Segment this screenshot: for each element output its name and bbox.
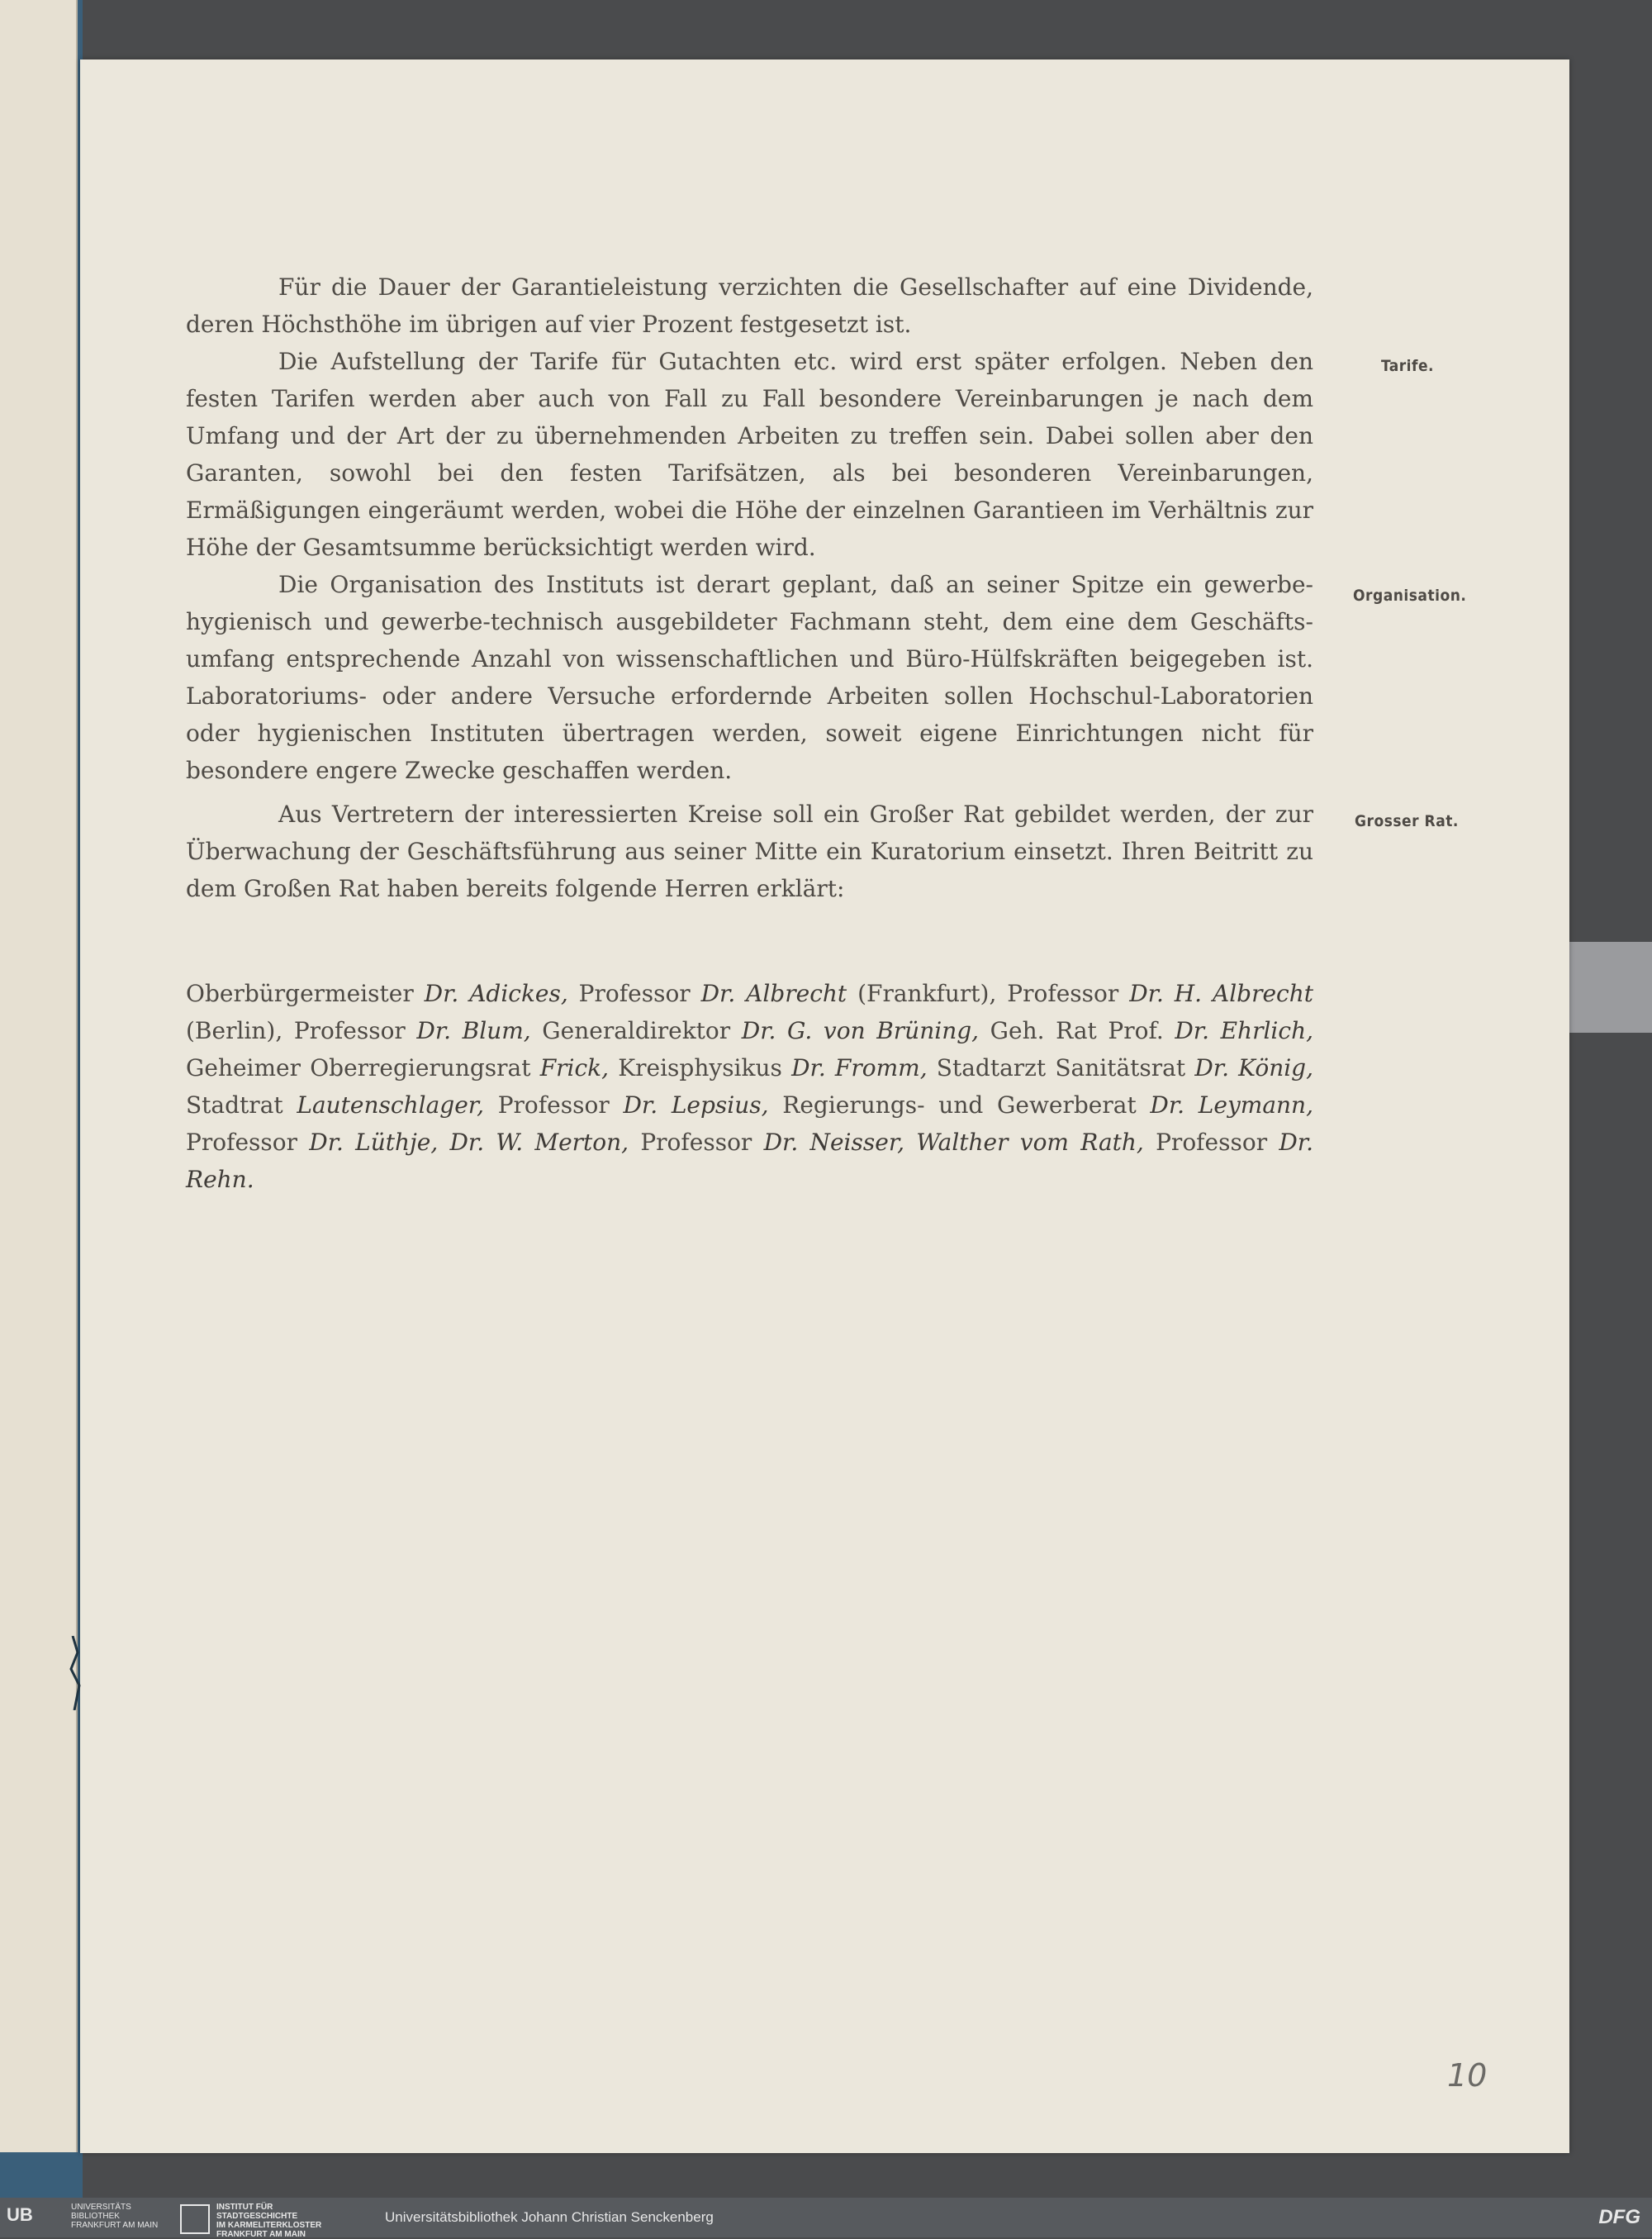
member-name: Dr. Leymann, — [1150, 1091, 1313, 1119]
ub-text-line: UNIVERSITÄTS — [71, 2203, 131, 2212]
member-name: Dr. Adickes, — [424, 980, 568, 1007]
isg-text-line: STADTGESCHICHTE — [216, 2212, 298, 2221]
member-title: (Berlin), Professor — [186, 1017, 417, 1044]
margin-note-organisation: Organisation. — [1353, 587, 1467, 605]
member-name: Dr. H. Albrecht — [1129, 980, 1313, 1007]
ub-logo-text — [71, 2203, 158, 2230]
margin-note-grosser-rat: Grosser Rat. — [1355, 812, 1459, 830]
isg-text-line: IM KARMELITERKLOSTER — [216, 2221, 322, 2230]
isg-text-line: INSTITUT FÜR — [216, 2203, 273, 2212]
member-title: Professor — [483, 1091, 624, 1119]
member-title: Generaldirektor — [530, 1017, 742, 1044]
member-name: Frick, — [539, 1054, 610, 1081]
previous-page-edge — [0, 0, 78, 2152]
member-title: Oberbürgermeister — [186, 980, 425, 1007]
member-name: Dr. Blum, — [416, 1017, 531, 1044]
member-name: Dr. Neisser, Walther vom Rath, — [763, 1129, 1144, 1156]
paragraph-organisation: Die Organisation des Instituts ist derart geplant, daß an seiner Spitze ein gewerbe-hygienisch und gewerbe-technisch ausgebildeter Fachmann steht, dem eine dem Geschäfts-umfang entsprechende Anzahl von wissenschaftlichen und Büro-Hülfskräften beigegeben ist. Laboratoriums- oder andere Versuche erfordernde Arbeiten sollen Hochschul-Laboratorien oder hygienischen Instituten übertragen werden, soweit eigene Einrichtungen nicht für besondere engere Zwecke geschaffen werden. — [186, 571, 1313, 784]
member-name: Dr. Albrecht — [700, 980, 847, 1007]
torn-binding-mark — [66, 1636, 84, 1710]
member-title: Professor — [629, 1129, 764, 1156]
isg-text-line: FRANKFURT AM MAIN — [216, 2230, 306, 2239]
member-title: Professor — [186, 1129, 310, 1156]
member-name: Dr. Ehrlich, — [1175, 1017, 1313, 1044]
paragraph-tarife: Die Aufstellung der Tarife für Gutachten etc. wird erst später erfolgen. Neben den festen Tarifen werden aber auch von Fall zu Fall besondere Vereinbarungen je nach dem Umfang und der Art der zu übernehmenden Arbeiten zu treffen sein. Dabei sollen aber den Garanten, sowohl bei den festen Tarifsätzen, als bei besonderen Vereinbarungen, Ermäßigungen eingeräumt werden, wobei die Höhe der einzelnen Garantieen im Verhältnis zur Höhe der Gesamtsumme berücksichtigt werden wird. — [186, 348, 1313, 561]
members-list — [186, 975, 1313, 1198]
member-title: Geh. Rat Prof. — [979, 1017, 1175, 1044]
dfg-logo: DFG — [1598, 2206, 1640, 2228]
member-name: Dr. G. von Brüning, — [741, 1017, 980, 1044]
member-name: Dr. Lüthje, Dr. W. Merton, — [309, 1129, 629, 1156]
member-title: Kreisphysikus — [609, 1054, 792, 1081]
member-name: Dr. Lepsius, — [623, 1091, 769, 1119]
member-title: Stadtrat — [186, 1091, 297, 1119]
ub-text-line: BIBLIOTHEK — [71, 2212, 120, 2221]
member-title: Regierungs- und Gewerberat — [768, 1091, 1151, 1119]
body-text — [186, 269, 1313, 907]
member-title: Geheimer Oberregierungsrat — [186, 1054, 540, 1081]
margin-note-tarife: Tarife. — [1381, 357, 1435, 375]
ub-logo: UB — [7, 2204, 33, 2225]
member-title: Stadtarzt Sanitätsrat — [927, 1054, 1195, 1081]
member-name: Dr. Rehn. — [186, 1129, 1314, 1193]
ub-text-line: FRANKFURT AM MAIN — [71, 2221, 159, 2230]
paragraph-dividende: Für die Dauer der Garantieleistung verzichten die Gesellschafter auf eine Dividende, deren Höchsthöhe im übrigen auf vier Prozent festgesetzt ist. — [186, 273, 1313, 338]
page-number: 10 — [1447, 2057, 1488, 2094]
member-title: (Frankfurt), Professor — [847, 980, 1130, 1007]
member-title: Professor — [567, 980, 701, 1007]
footer-bar — [0, 2198, 1652, 2237]
member-name: Lautenschlager, — [297, 1091, 484, 1119]
isg-logo-icon — [180, 2204, 210, 2234]
member-name: Dr. Fromm, — [791, 1054, 928, 1081]
isg-logo-text — [216, 2203, 321, 2239]
library-name: Universitätsbibliothek Johann Christian Senckenberg — [385, 2209, 714, 2225]
member-name: Dr. König, — [1194, 1054, 1314, 1081]
member-title: Professor — [1143, 1129, 1279, 1156]
paragraph-grosser-rat: Aus Vertretern der interessierten Kreise soll ein Großer Rat gebildet werden, der zur Überwachung der Geschäftsführung aus seiner Mitte ein Kuratorium einsetzt. Ihren Beitritt zu dem Großen Rat haben bereits folgende Herren erklärt: — [186, 801, 1313, 902]
